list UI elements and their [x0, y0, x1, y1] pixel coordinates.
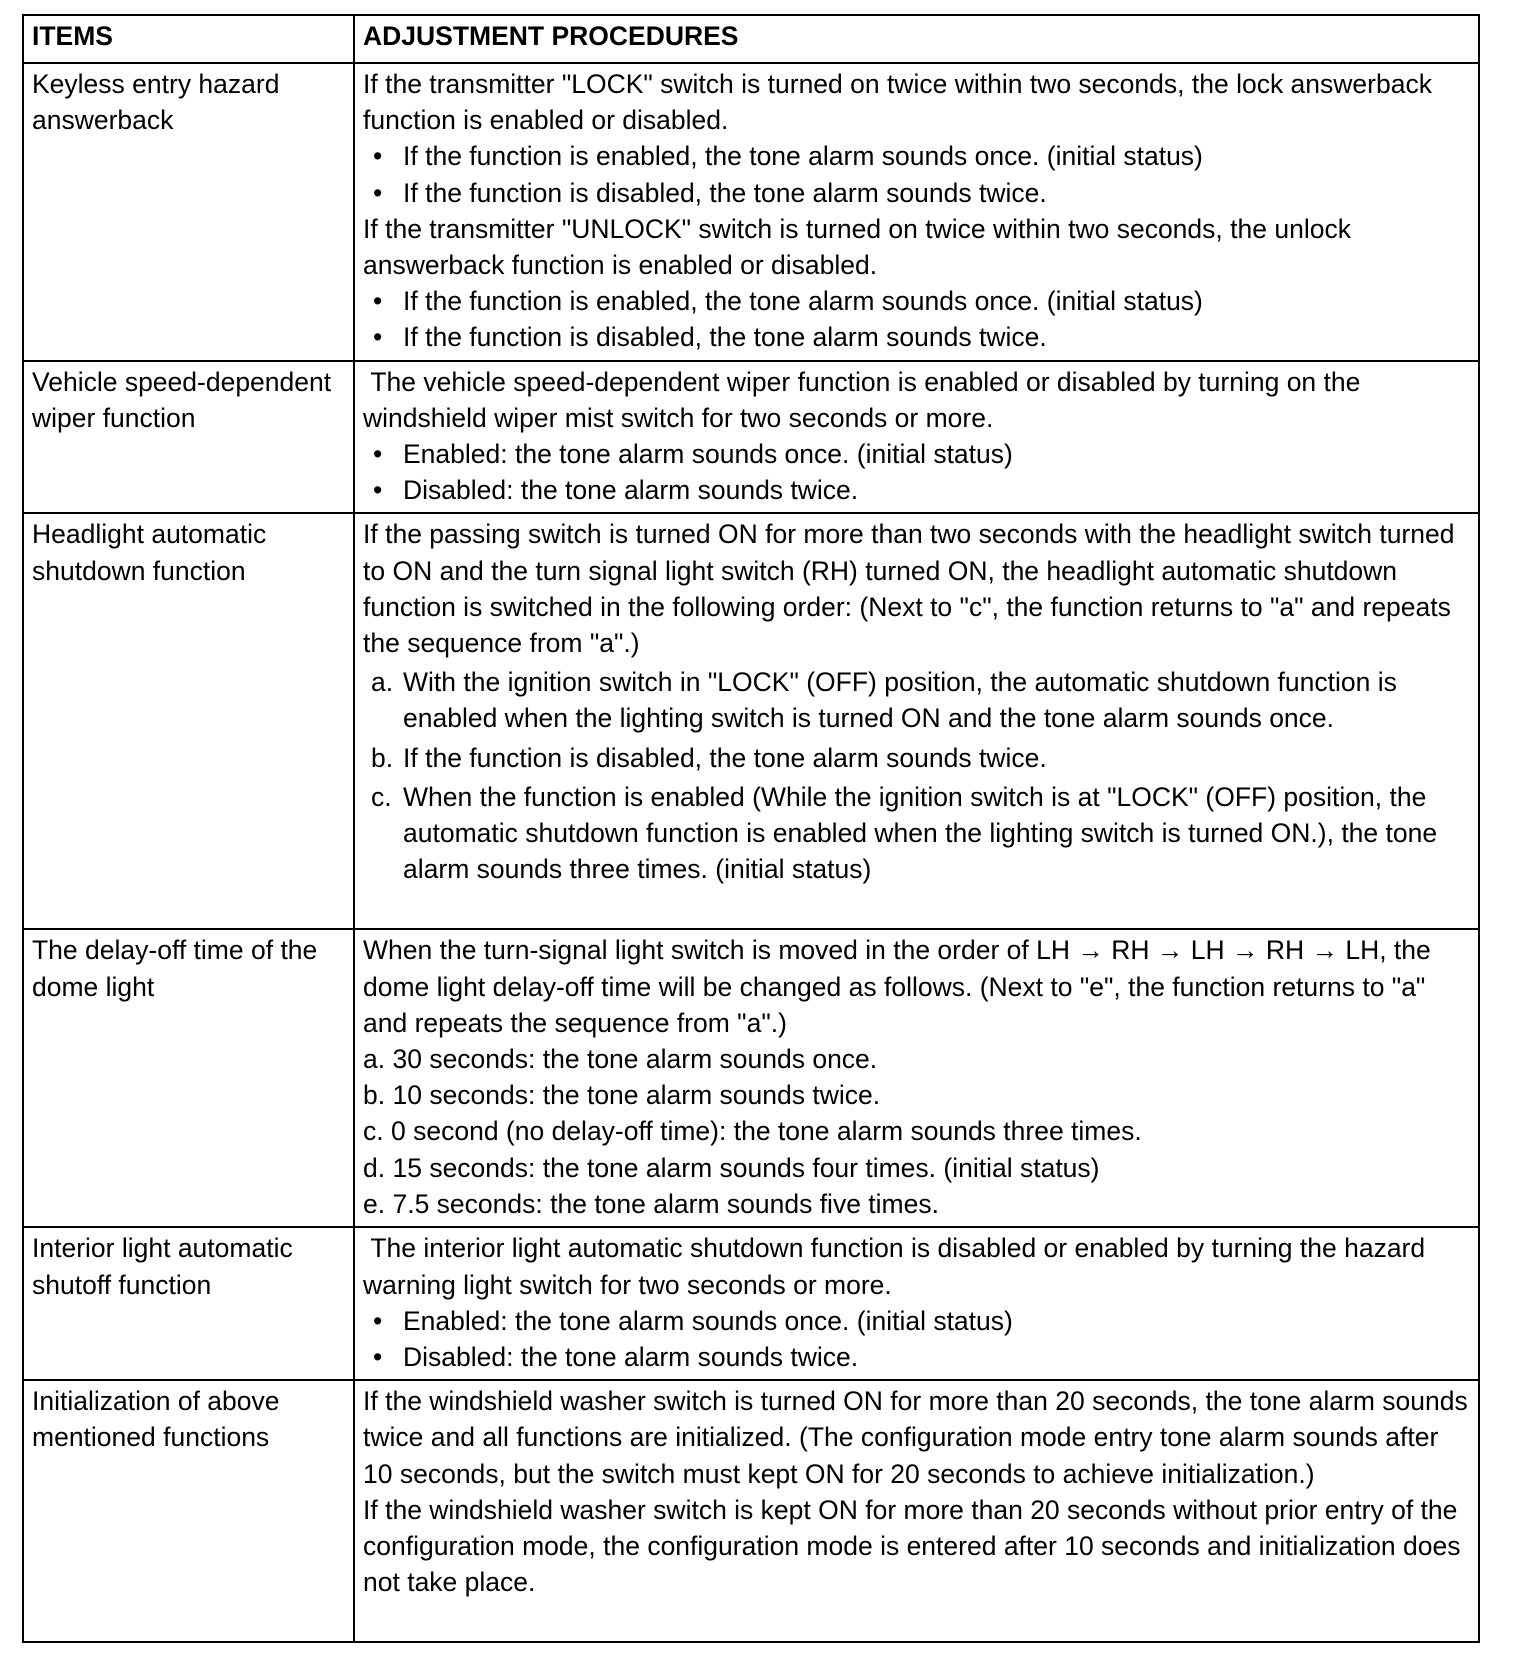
step-item [363, 1186, 1470, 1222]
table-row-wiper-function [23, 361, 1479, 514]
procedure-cell [354, 1380, 1479, 1642]
bullet-item: • Enabled: the tone alarm sounds once. (initial status) [363, 436, 1470, 472]
bullet-item: • Disabled: the tone alarm sounds twice. [363, 1339, 1470, 1375]
table-row-interior-light-shutoff [23, 1227, 1479, 1380]
item-cell: Keyless entry hazard answerback [23, 63, 354, 361]
step-item [363, 664, 1470, 736]
procedure-paragraph: If the passing switch is turned ON for more than two seconds with the headlight switch turned to ON and the turn signal light switch (RH) turned ON, the headlight automatic shutdown function is switched in the following order: (Next to "c", the function returns to "a" and repeats the sequence from "a".) [363, 519, 1455, 659]
procedure-paragraph: The interior light automatic shutdown function is disabled or enabled by turning the hazard warning light switch for two seconds or more. [363, 1233, 1433, 1300]
procedure-paragraph: If the windshield washer switch is kept ON for more than 20 seconds without prior entry of the configuration mode, the configuration mode is entered after 10 seconds and initialization does not take place. [363, 1494, 1461, 1598]
bullet-item: • If the function is enabled, the tone alarm sounds once. (initial status) [363, 283, 1470, 319]
step-text: If the function is disabled, the tone alarm sounds twice. [403, 742, 1047, 773]
procedure-paragraph: The vehicle speed-dependent wiper function is enabled or disabled by turning on the windshield wiper mist switch for two seconds or more. [363, 366, 1368, 433]
procedures-column-header: ADJUSTMENT PROCEDURES [354, 15, 1479, 63]
bullet-item: • If the function is disabled, the tone alarm sounds twice. [363, 175, 1470, 211]
step-item [363, 1113, 1470, 1149]
procedure-cell [354, 361, 1479, 514]
bullet-list [363, 138, 1470, 210]
table-header-row [23, 15, 1479, 63]
step-text: With the ignition switch in "LOCK" (OFF) position, the automatic shutdown function is enabled when the lighting switch is turned ON and the tone alarm sounds once. [403, 667, 1397, 734]
procedure-paragraph: If the transmitter "UNLOCK" switch is turned on twice within two seconds, the unlock answerback function is enabled or disabled. [363, 213, 1351, 281]
step-text: 30 seconds: the tone alarm sounds once. [392, 1044, 878, 1075]
step-label: a. [371, 667, 394, 698]
step-text: 0 second (no delay-off time): the tone alarm sounds three times. [391, 1116, 1142, 1147]
bullet-list [363, 283, 1470, 355]
step-text: 7.5 seconds: the tone alarm sounds five times. [392, 1188, 939, 1219]
item-cell: Vehicle speed-dependent wiper function [23, 361, 354, 514]
item-cell: Interior light automatic shutoff function [23, 1227, 354, 1380]
step-label: b. [371, 742, 394, 773]
step-text: When the function is enabled (While the ignition switch is at "LOCK" (OFF) position, the automatic shutdown function is enabled when the lighting switch is turned ON.), the tone alarm sounds three times. (initial status) [403, 781, 1438, 885]
adjustment-procedures-table [22, 14, 1480, 1643]
step-item [363, 1150, 1470, 1186]
procedure-cell [354, 63, 1479, 361]
step-text: 15 seconds: the tone alarm sounds four times. (initial status) [392, 1152, 1100, 1183]
bullet-item: • Enabled: the tone alarm sounds once. (initial status) [363, 1303, 1470, 1339]
step-list [363, 1041, 1470, 1222]
bullet-list [363, 1303, 1470, 1375]
step-label: c. [371, 781, 392, 812]
item-cell: The delay-off time of the dome light [23, 929, 354, 1227]
item-cell: Initialization of above mentioned functions [23, 1380, 354, 1642]
procedure-paragraph: If the transmitter "LOCK" switch is turned on twice within two seconds, the lock answerback function is enabled or disabled. [363, 69, 1432, 136]
step-label: c. [363, 1116, 384, 1147]
procedure-paragraph: When the turn-signal light switch is moved in the order of LH → RH → LH → RH → LH, the dome light delay-off time will be changed as follows. (Next to "e", the function returns to "a" and repeats the sequence from "a".) [363, 935, 1431, 1038]
step-label: a. [363, 1044, 386, 1075]
procedure-cell [354, 513, 1479, 929]
step-label: e. [363, 1188, 386, 1219]
step-item [363, 779, 1470, 888]
item-cell: Headlight automatic shutdown function [23, 513, 354, 929]
step-label: d. [363, 1152, 386, 1183]
step-text: 10 seconds: the tone alarm sounds twice. [392, 1080, 881, 1111]
procedure-cell [354, 929, 1479, 1227]
step-item [363, 740, 1470, 776]
table-row-keyless-entry [23, 63, 1479, 361]
bullet-item: • Disabled: the tone alarm sounds twice. [363, 472, 1470, 508]
bullet-item: • If the function is disabled, the tone alarm sounds twice. [363, 319, 1470, 355]
items-column-header: ITEMS [23, 15, 354, 63]
procedure-cell [354, 1227, 1479, 1380]
step-list [363, 664, 1470, 887]
bullet-list [363, 436, 1470, 508]
table-row-dome-light-delay [23, 929, 1479, 1227]
bullet-item: • If the function is enabled, the tone alarm sounds once. (initial status) [363, 138, 1470, 174]
step-item [363, 1041, 1470, 1077]
step-label: b. [363, 1080, 386, 1111]
procedure-paragraph: If the windshield washer switch is turned ON for more than 20 seconds, the tone alarm sounds twice and all functions are initialized. (The configuration mode entry tone alarm sounds after 10 seconds, but the switch must kept ON for 20 seconds to achieve initialization.) [363, 1386, 1468, 1489]
table-row-headlight-shutdown [23, 513, 1479, 929]
table-row-initialization [23, 1380, 1479, 1642]
step-item [363, 1077, 1470, 1113]
